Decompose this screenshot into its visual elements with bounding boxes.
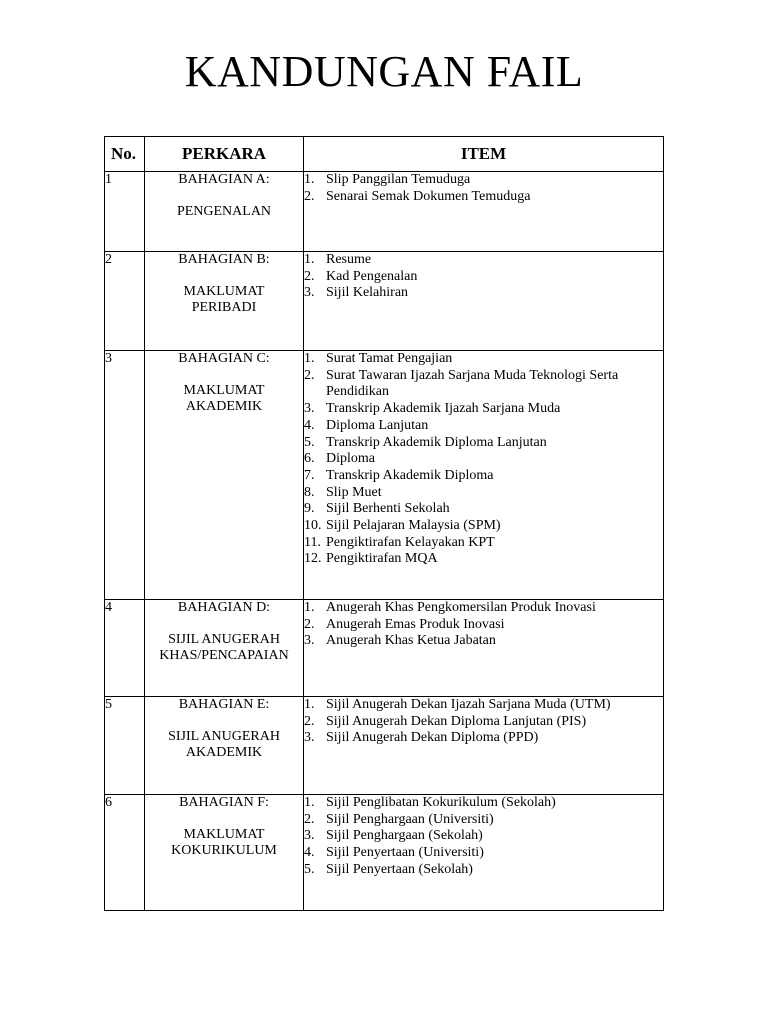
list-item: [304, 812, 663, 829]
item-text: Anugerah Emas Produk Inovasi: [326, 616, 505, 632]
list-item: [304, 845, 663, 862]
item-number: 1.: [304, 172, 315, 187]
item-number: 4.: [304, 845, 315, 861]
item-text: Slip Muet: [326, 484, 382, 500]
item-text: Kad Pengenalan: [326, 268, 418, 284]
item-number: 7.: [304, 467, 315, 483]
item-text: Sijil Pelajaran Malaysia (SPM): [326, 518, 501, 534]
row-number: 1: [105, 172, 145, 252]
list-item: [304, 351, 663, 368]
item-list: [304, 795, 663, 879]
list-item: [304, 285, 663, 302]
section-name: MAKLUMAT AKADEMIK: [183, 383, 265, 414]
page-title: KANDUNGAN FAIL: [184, 47, 584, 96]
item-cell: [304, 351, 664, 600]
item-number: 3.: [304, 730, 315, 746]
item-text: Sijil Penyertaan (Sekolah): [326, 861, 473, 877]
item-cell: [304, 697, 664, 795]
section-label: BAHAGIAN C:: [178, 351, 270, 366]
table-row: [105, 351, 664, 600]
section-name: PENGENALAN: [176, 204, 272, 219]
list-item: [304, 252, 663, 269]
item-number: 3.: [304, 828, 315, 844]
perkara-cell: [145, 351, 304, 600]
item-text: Transkrip Akademik Diploma: [326, 467, 494, 483]
item-text: Sijil Anugerah Dekan Diploma (PPD): [326, 730, 539, 746]
section-name: MAKLUMAT KOKURIKULUM: [171, 827, 277, 858]
item-number: 3.: [304, 285, 315, 301]
item-cell: [304, 600, 664, 697]
item-number: 2.: [304, 188, 315, 204]
section-name: SIJIL ANUGERAH KHAS/PENCAPAIAN: [159, 632, 289, 663]
list-item: [304, 368, 663, 401]
list-item: [304, 633, 663, 650]
item-text: Diploma Lanjutan: [326, 417, 429, 433]
item-text: Pengiktirafan Kelayakan KPT: [326, 534, 495, 550]
table-row: [105, 697, 664, 795]
item-number: 3.: [304, 401, 315, 417]
section-label: BAHAGIAN A:: [178, 172, 270, 187]
item-number: 1.: [304, 600, 315, 615]
item-number: 12.: [304, 551, 322, 567]
item-text: Resume: [326, 252, 372, 267]
list-item: [304, 401, 663, 418]
table-row: [105, 600, 664, 697]
item-number: 1.: [304, 795, 315, 810]
list-item: [304, 730, 663, 747]
item-number: 2.: [304, 367, 315, 383]
row-number: 5: [105, 697, 145, 795]
table-row: [105, 252, 664, 351]
perkara-cell: [145, 172, 304, 252]
item-list: [304, 600, 663, 650]
item-text: Sijil Penghargaan (Universiti): [326, 811, 494, 827]
item-number: 2.: [304, 616, 315, 632]
row-number: 2: [105, 252, 145, 351]
item-cell: [304, 252, 664, 351]
item-text: Transkrip Akademik Ijazah Sarjana Muda: [326, 401, 561, 417]
item-list: [304, 697, 663, 747]
section-label: BAHAGIAN F:: [179, 795, 269, 810]
item-text: Slip Panggilan Temuduga: [326, 172, 471, 187]
list-item: [304, 795, 663, 812]
list-item: [304, 189, 663, 206]
item-number: 9.: [304, 501, 315, 517]
list-item: [304, 269, 663, 286]
perkara-cell: [145, 252, 304, 351]
table-row: [105, 795, 664, 911]
item-list: [304, 172, 663, 205]
item-text: Senarai Semak Dokumen Temuduga: [326, 188, 531, 204]
item-list: [304, 252, 663, 302]
list-item: [304, 451, 663, 468]
item-cell: [304, 795, 664, 911]
item-text: Transkrip Akademik Diploma Lanjutan: [326, 434, 547, 450]
header-perkara: PERKARA: [145, 137, 304, 172]
item-number: 11.: [304, 534, 321, 550]
section-label: BAHAGIAN D:: [177, 600, 271, 615]
list-item: [304, 418, 663, 435]
list-item: [304, 862, 663, 879]
table-row: [105, 172, 664, 252]
list-item: [304, 714, 663, 731]
item-number: 3.: [304, 633, 315, 649]
item-number: 4.: [304, 417, 315, 433]
header-no: No.: [105, 137, 145, 172]
list-item: [304, 600, 663, 617]
item-text: Anugerah Khas Ketua Jabatan: [326, 633, 496, 649]
section-label: BAHAGIAN B:: [178, 252, 270, 267]
item-number: 5.: [304, 434, 315, 450]
item-text: Sijil Penglibatan Kokurikulum (Sekolah): [326, 795, 556, 810]
item-number: 1.: [304, 252, 315, 267]
item-text: Pengiktirafan MQA: [326, 551, 438, 567]
section-label: BAHAGIAN E:: [178, 697, 270, 712]
list-item: [304, 697, 663, 714]
item-number: 2.: [304, 713, 315, 729]
row-number: 4: [105, 600, 145, 697]
item-cell: [304, 172, 664, 252]
row-number: 3: [105, 351, 145, 600]
row-number: 6: [105, 795, 145, 911]
list-item: [304, 468, 663, 485]
item-text: Diploma: [326, 451, 375, 467]
item-text: Sijil Penyertaan (Universiti): [326, 845, 484, 861]
item-text: Surat Tamat Pengajian: [326, 351, 453, 366]
section-name: SIJIL ANUGERAH AKADEMIK: [168, 729, 280, 760]
list-item: [304, 485, 663, 502]
item-number: 10.: [304, 518, 322, 534]
perkara-cell: [145, 697, 304, 795]
list-item: [304, 518, 663, 535]
item-list: [304, 351, 663, 568]
item-text: Sijil Kelahiran: [326, 285, 409, 301]
list-item: [304, 551, 663, 568]
list-item: [304, 172, 663, 189]
table-body: [105, 172, 664, 911]
item-number: 1.: [304, 697, 315, 712]
list-item: [304, 501, 663, 518]
item-text: Surat Tawaran Ijazah Sarjana Muda Teknologi Serta Pendidikan: [326, 367, 619, 400]
item-number: 8.: [304, 484, 315, 500]
item-text: Sijil Anugerah Dekan Diploma Lanjutan (PIS): [326, 713, 587, 729]
item-number: 2.: [304, 811, 315, 827]
table-header-row: [105, 137, 664, 172]
item-number: 5.: [304, 861, 315, 877]
list-item: [304, 435, 663, 452]
perkara-cell: [145, 600, 304, 697]
item-number: 1.: [304, 351, 315, 366]
list-item: [304, 535, 663, 552]
list-item: [304, 617, 663, 634]
section-name: MAKLUMAT PERIBADI: [183, 284, 265, 315]
item-text: Sijil Penghargaan (Sekolah): [326, 828, 483, 844]
header-item: ITEM: [304, 137, 664, 172]
item-text: Sijil Berhenti Sekolah: [326, 501, 450, 517]
list-item: [304, 828, 663, 845]
item-number: 6.: [304, 451, 315, 467]
item-text: Sijil Anugerah Dekan Ijazah Sarjana Muda (UTM): [326, 697, 611, 712]
item-text: Anugerah Khas Pengkomersilan Produk Inovasi: [326, 600, 596, 615]
perkara-cell: [145, 795, 304, 911]
item-number: 2.: [304, 268, 315, 284]
contents-table: [104, 136, 664, 911]
